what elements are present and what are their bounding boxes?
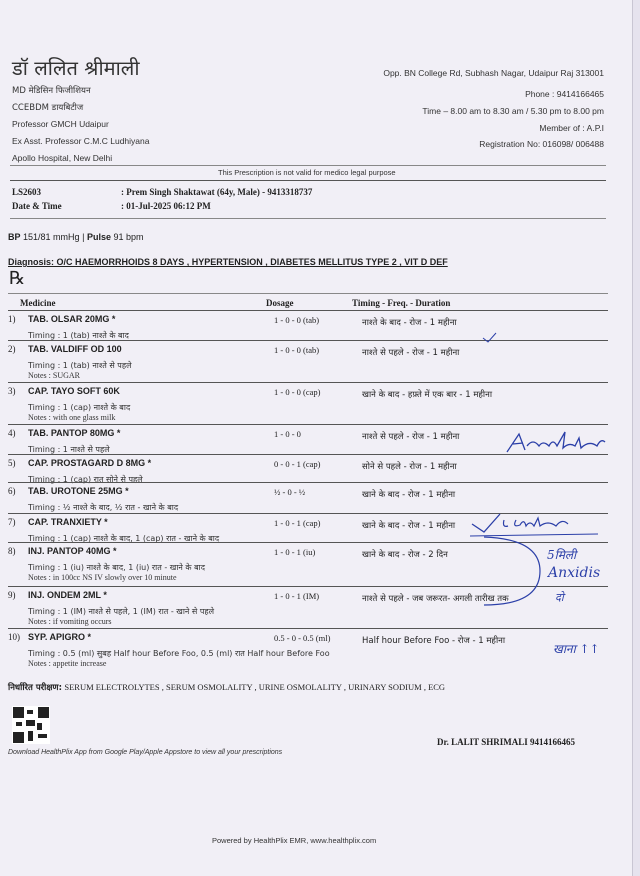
medicine-name: CAP. TAYO SOFT 60K bbox=[28, 386, 120, 396]
medicine-notes: Notes : in 100cc NS IV slowly over 10 minute bbox=[28, 573, 177, 582]
medicine-notes: Notes : SUGAR bbox=[28, 371, 81, 380]
medicine-dosage: 1 - 0 - 0 (tab) bbox=[274, 315, 320, 325]
medicine-timing: सोने से पहले - रोज - 1 महीना bbox=[362, 462, 457, 472]
medicine-dosage: 0 - 0 - 1 (cap) bbox=[274, 459, 321, 469]
clinic-address: Opp. BN College Rd, Subhash Nagar, Udaipur Raj 313001 bbox=[383, 68, 604, 78]
qualification-line: Apollo Hospital, New Delhi bbox=[12, 153, 113, 163]
medicine-notes: Notes : if vomiting occurs bbox=[28, 617, 112, 626]
medicine-number: 7) bbox=[8, 517, 16, 527]
investigations-label: निर्धारित परीक्षण: bbox=[8, 683, 62, 693]
medicine-dosage: 0.5 - 0 - 0.5 (ml) bbox=[274, 633, 331, 643]
row-divider bbox=[8, 482, 608, 483]
medicine-number: 4) bbox=[8, 428, 16, 438]
medicine-timing: नाश्ते से पहले - रोज - 1 महीना bbox=[362, 348, 460, 358]
header-timing: Timing - Freq. - Duration bbox=[352, 298, 451, 308]
patient-name: : Prem Singh Shaktawat (64y, Male) - 9413318737 bbox=[121, 187, 313, 197]
qualification-line: CCEBDM डायबिटीज bbox=[12, 103, 84, 113]
medicine-dosage: 1 - 0 - 0 bbox=[274, 429, 301, 439]
clinic-phone: Phone : 9414166465 bbox=[525, 89, 604, 99]
medicine-timing: खाने के बाद - रोज - 2 दिन bbox=[362, 550, 448, 560]
divider bbox=[10, 165, 606, 166]
vitals-separator: | bbox=[82, 232, 85, 242]
medicine-number: 8) bbox=[8, 546, 16, 556]
handwriting-5ml: 5मिली bbox=[547, 548, 577, 562]
medicine-number: 9) bbox=[8, 590, 16, 600]
diagnosis: Diagnosis: O/C HAEMORRHOIDS 8 DAYS , HYPERTENSION , DIABETES MELLITUS TYPE 2 , VIT D DEF bbox=[8, 257, 448, 267]
registration-number: Registration No: 016098/ 006488 bbox=[479, 139, 604, 149]
header-medicine: Medicine bbox=[20, 298, 56, 308]
investigations bbox=[8, 682, 445, 693]
medicine-name: TAB. OLSAR 20MG * bbox=[28, 314, 116, 324]
row-divider bbox=[8, 382, 608, 383]
pulse-label: Pulse bbox=[86, 232, 111, 242]
handwriting-anxidis bbox=[505, 428, 615, 456]
medicine-timing: नाश्ते से पहले - रोज - 1 महीना bbox=[362, 432, 460, 442]
medicine-dosage: 1 - 0 - 1 (iu) bbox=[274, 547, 316, 557]
row-divider bbox=[8, 424, 608, 425]
divider bbox=[10, 218, 606, 219]
patient-id: LS2603 bbox=[12, 187, 42, 197]
medicine-name: INJ. ONDEM 2ML * bbox=[28, 590, 107, 600]
medicine-name: TAB. VALDIFF OD 100 bbox=[28, 344, 122, 354]
vitals bbox=[8, 232, 144, 242]
medicine-number: 6) bbox=[8, 486, 16, 496]
medicine-timing-detail: Timing : 1 (iu) नाश्ते के बाद, 1 (iu) रात - खाने के बाद bbox=[28, 563, 205, 572]
medicine-name: TAB. PANTOP 80MG * bbox=[28, 428, 121, 438]
medicine-dosage: ½ - 0 - ½ bbox=[274, 487, 306, 497]
medicine-dosage: 1 - 0 - 0 (tab) bbox=[274, 345, 320, 355]
medicine-number: 1) bbox=[8, 314, 16, 324]
medicine-timing: खाने के बाद - हफ़्ते में एक बार - 1 महीना bbox=[362, 390, 493, 400]
medicine-timing: खाने के बाद - रोज - 1 महीना bbox=[362, 521, 456, 531]
download-app-text: Download HealthPlix App from Google Play/Apple Appstore to view all your prescriptions bbox=[8, 749, 283, 756]
medicine-timing: नाश्ते से पहले - जब जरूरत- अगली तारीख तक bbox=[362, 594, 509, 604]
medicine-timing-detail: Timing : 0.5 (ml) सुबह Half hour Before Foo, 0.5 (ml) रात Half hour Before Foo bbox=[28, 649, 330, 658]
footer-powered-by: Powered by HealthPlix EMR, www.healthplix.com bbox=[212, 836, 377, 845]
handwriting-anxidis-2: Anxidis bbox=[548, 565, 601, 581]
medicine-timing: Half hour Before Foo - रोज - 1 महीना bbox=[362, 636, 506, 646]
row-divider bbox=[8, 628, 608, 629]
handwriting-khana: खाना ↑↑ bbox=[553, 642, 600, 656]
medicine-name: CAP. TRANXIETY * bbox=[28, 517, 108, 527]
medicine-timing-detail: Timing : 1 नाश्ते से पहले bbox=[28, 445, 110, 454]
medicine-number: 5) bbox=[8, 458, 16, 468]
medicine-timing-detail: Timing : 1 (tab) नाश्ते के बाद bbox=[28, 331, 129, 340]
investigations-value: SERUM ELECTROLYTES , SERUM OSMOLALITY , URINE OSMOLALITY , URINARY SODIUM , ECG bbox=[64, 682, 446, 692]
date-label: Date & Time bbox=[12, 201, 62, 211]
medicine-dosage: 1 - 0 - 1 (IM) bbox=[274, 591, 320, 601]
medicine-timing-detail: Timing : 1 (cap) नाश्ते के बाद, 1 (cap) रात - खाने के बाद bbox=[28, 534, 220, 543]
rx-symbol: ℞ bbox=[9, 268, 26, 288]
medicine-timing-detail: Timing : ½ नाश्ते के बाद, ½ रात - खाने के बाद bbox=[28, 503, 179, 512]
handwriting-do: दो bbox=[555, 591, 564, 604]
medicine-timing-detail: Timing : 1 (cap) नाश्ते के बाद bbox=[28, 403, 131, 412]
medicine-timing-detail: Timing : 1 (tab) नाश्ते से पहले bbox=[28, 361, 132, 370]
medicine-name: CAP. PROSTAGARD D 8MG * bbox=[28, 458, 152, 468]
date-value: : 01-Jul-2025 06:12 PM bbox=[121, 201, 211, 211]
row-divider bbox=[8, 340, 608, 341]
qualification-line: Ex Asst. Professor C.M.C Ludhiyana bbox=[12, 136, 150, 146]
medicine-timing: नाश्ते के बाद - रोज - 1 महीना bbox=[362, 318, 457, 328]
medicine-dosage: 1 - 0 - 0 (cap) bbox=[274, 387, 321, 397]
doctor-signature: Dr. LALIT SHRIMALI 9414166465 bbox=[437, 737, 576, 747]
medicine-timing-detail: Timing : 1 (cap) रात सोने से पहले bbox=[28, 475, 143, 484]
header-dosage: Dosage bbox=[266, 298, 294, 308]
medicine-name: SYP. APIGRO * bbox=[28, 632, 92, 642]
pulse-value: 91 bpm bbox=[113, 232, 144, 242]
divider bbox=[8, 293, 608, 294]
medicine-number: 10) bbox=[8, 632, 20, 642]
disclaimer: This Prescription is not valid for medico legal purpose bbox=[218, 168, 396, 177]
medicine-name: TAB. UROTONE 25MG * bbox=[28, 486, 129, 496]
medicine-timing: खाने के बाद - रोज - 1 महीना bbox=[362, 490, 456, 500]
qualification-line: MD मेडिसिन फिजीशियन bbox=[12, 86, 91, 96]
handwriting-tick bbox=[480, 330, 500, 344]
qr-code bbox=[12, 706, 50, 744]
medicine-name: INJ. PANTOP 40MG * bbox=[28, 546, 117, 556]
medicine-number: 2) bbox=[8, 344, 16, 354]
membership: Member of : A.P.I bbox=[539, 123, 604, 133]
divider bbox=[8, 310, 608, 311]
bp-label: BP bbox=[8, 232, 21, 242]
medicine-timing-detail: Timing : 1 (IM) नाश्ते से पहले, 1 (IM) रात - खाने से पहले bbox=[28, 607, 215, 616]
medicine-dosage: 1 - 0 - 1 (cap) bbox=[274, 518, 321, 528]
medicine-number: 3) bbox=[8, 386, 16, 396]
divider bbox=[10, 180, 606, 181]
patient-details bbox=[121, 187, 312, 197]
bp-value: 151/81 mmHg bbox=[23, 232, 80, 242]
doctor-name-hindi: डॉ ललित श्रीमाली bbox=[12, 56, 140, 80]
medicine-notes: Notes : with one glass milk bbox=[28, 413, 116, 422]
qualification-line: Professor GMCH Udaipur bbox=[12, 119, 109, 129]
clinic-timing: Time – 8.00 am to 8.30 am / 5.30 pm to 8.00 pm bbox=[422, 106, 604, 116]
medicine-notes: Notes : appetite increase bbox=[28, 659, 107, 668]
